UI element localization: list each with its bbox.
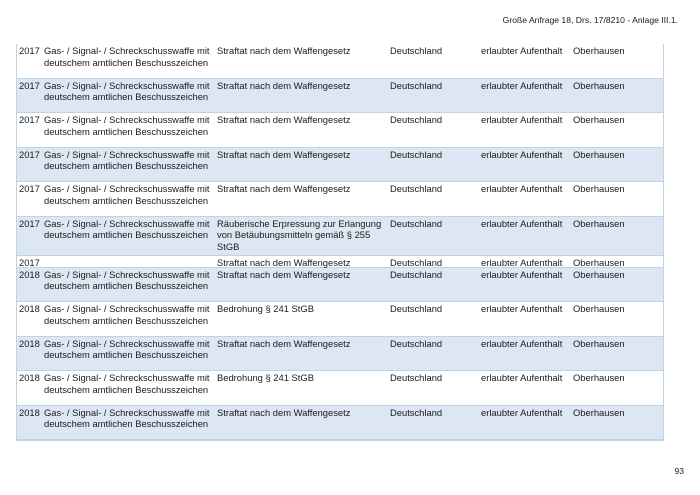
- cell-year: 2017: [19, 79, 40, 91]
- cell-offense: Bedrohung § 241 StGB: [217, 303, 314, 314]
- cell-nationality: Deutschland: [390, 406, 443, 418]
- page-number: 93: [674, 465, 684, 476]
- cell-city: Oberhausen: [573, 268, 625, 280]
- cell-residence-status: erlaubter Aufenthalt: [481, 372, 563, 383]
- table-row: [17, 256, 663, 268]
- table-row: [17, 406, 663, 441]
- table-row: [17, 217, 663, 256]
- cell-weapon: Gas- / Signal- / Schreckschusswaffe mit deutschem amtlichen Beschusszeichen: [44, 183, 210, 206]
- cell-weapon: Gas- / Signal- / Schreckschusswaffe mit deutschem amtlichen Beschusszeichen: [44, 372, 210, 395]
- cell-weapon: Gas- / Signal- / Schreckschusswaffe mit deutschem amtlichen Beschusszeichen: [44, 217, 210, 240]
- cell-nationality: Deutschland: [390, 114, 443, 125]
- cell-weapon: Gas- / Signal- / Schreckschusswaffe mit deutschem amtlichen Beschusszeichen: [44, 45, 210, 68]
- cell-residence-status: erlaubter Aufenthalt: [481, 217, 563, 229]
- cell-residence-status: erlaubter Aufenthalt: [481, 148, 563, 160]
- cell-weapon: Gas- / Signal- / Schreckschusswaffe mit deutschem amtlichen Beschusszeichen: [44, 148, 210, 171]
- cell-nationality: Deutschland: [390, 45, 443, 56]
- cell-nationality: Deutschland: [390, 303, 443, 314]
- cell-offense: Straftat nach dem Waffengesetz: [217, 45, 351, 56]
- cell-year: 2017: [19, 256, 40, 268]
- cell-nationality: Deutschland: [390, 256, 443, 268]
- cell-residence-status: erlaubter Aufenthalt: [481, 45, 563, 56]
- table-row: [17, 337, 663, 372]
- cell-weapon: Gas- / Signal- / Schreckschusswaffe mit deutschem amtlichen Beschusszeichen: [44, 114, 210, 137]
- cell-offense: Straftat nach dem Waffengesetz: [217, 256, 351, 268]
- cell-nationality: Deutschland: [390, 337, 443, 349]
- cell-year: 2018: [19, 337, 40, 349]
- cell-year: 2018: [19, 268, 40, 280]
- cell-offense: Straftat nach dem Waffengesetz: [217, 406, 351, 418]
- cell-nationality: Deutschland: [390, 217, 443, 229]
- cell-year: 2018: [19, 372, 40, 383]
- cell-residence-status: erlaubter Aufenthalt: [481, 406, 563, 418]
- cell-year: 2017: [19, 217, 40, 229]
- cell-weapon: Gas- / Signal- / Schreckschusswaffe mit deutschem amtlichen Beschusszeichen: [44, 268, 210, 291]
- table-row: [17, 44, 663, 79]
- cell-nationality: Deutschland: [390, 79, 443, 91]
- cell-nationality: Deutschland: [390, 268, 443, 280]
- cell-city: Oberhausen: [573, 303, 625, 314]
- cell-offense: Straftat nach dem Waffengesetz: [217, 79, 351, 91]
- table-row: [17, 371, 663, 406]
- table-row: [17, 113, 663, 148]
- cell-city: Oberhausen: [573, 148, 625, 160]
- cell-city: Oberhausen: [573, 79, 625, 91]
- cell-year: 2018: [19, 406, 40, 418]
- cell-city: Oberhausen: [573, 406, 625, 418]
- cell-offense: Straftat nach dem Waffengesetz: [217, 183, 351, 194]
- cell-offense: Straftat nach dem Waffengesetz: [217, 148, 351, 160]
- cell-residence-status: erlaubter Aufenthalt: [481, 256, 563, 268]
- cell-city: Oberhausen: [573, 114, 625, 125]
- cell-city: Oberhausen: [573, 372, 625, 383]
- table-row: [17, 148, 663, 183]
- cell-weapon: Gas- / Signal- / Schreckschusswaffe mit deutschem amtlichen Beschusszeichen: [44, 337, 210, 360]
- cell-weapon: Gas- / Signal- / Schreckschusswaffe mit deutschem amtlichen Beschusszeichen: [44, 79, 210, 102]
- cell-residence-status: erlaubter Aufenthalt: [481, 183, 563, 194]
- cell-offense: Räuberische Erpressung zur Erlangung von Betäubungsmitteln gemäß § 255 StGB: [217, 217, 382, 252]
- cell-city: Oberhausen: [573, 256, 625, 268]
- cell-residence-status: erlaubter Aufenthalt: [481, 337, 563, 349]
- cell-nationality: Deutschland: [390, 372, 443, 383]
- cell-city: Oberhausen: [573, 217, 625, 229]
- table-row: [17, 268, 663, 303]
- cell-year: 2017: [19, 148, 40, 160]
- cell-year: 2017: [19, 114, 40, 125]
- cell-offense: Straftat nach dem Waffengesetz: [217, 114, 351, 125]
- table-row: [17, 79, 663, 114]
- cell-residence-status: erlaubter Aufenthalt: [481, 79, 563, 91]
- table-row: [17, 182, 663, 217]
- cell-residence-status: erlaubter Aufenthalt: [481, 268, 563, 280]
- cell-city: Oberhausen: [573, 45, 625, 56]
- cell-nationality: Deutschland: [390, 148, 443, 160]
- cell-year: 2017: [19, 45, 40, 56]
- cell-residence-status: erlaubter Aufenthalt: [481, 303, 563, 314]
- cell-city: Oberhausen: [573, 183, 625, 194]
- cell-offense: Bedrohung § 241 StGB: [217, 372, 314, 383]
- cell-residence-status: erlaubter Aufenthalt: [481, 114, 563, 125]
- cell-offense: Straftat nach dem Waffengesetz: [217, 337, 351, 349]
- cell-offense: Straftat nach dem Waffengesetz: [217, 268, 351, 280]
- cell-weapon: Gas- / Signal- / Schreckschusswaffe mit deutschem amtlichen Beschusszeichen: [44, 303, 210, 326]
- cell-year: 2018: [19, 303, 40, 314]
- document-header: Große Anfrage 18, Drs. 17/8210 - Anlage III.1.: [502, 15, 678, 25]
- cell-nationality: Deutschland: [390, 183, 443, 194]
- data-table: [16, 44, 664, 441]
- cell-year: 2017: [19, 183, 40, 194]
- cell-weapon: Gas- / Signal- / Schreckschusswaffe mit deutschem amtlichen Beschusszeichen: [44, 406, 210, 429]
- cell-city: Oberhausen: [573, 337, 625, 349]
- table-row: [17, 302, 663, 337]
